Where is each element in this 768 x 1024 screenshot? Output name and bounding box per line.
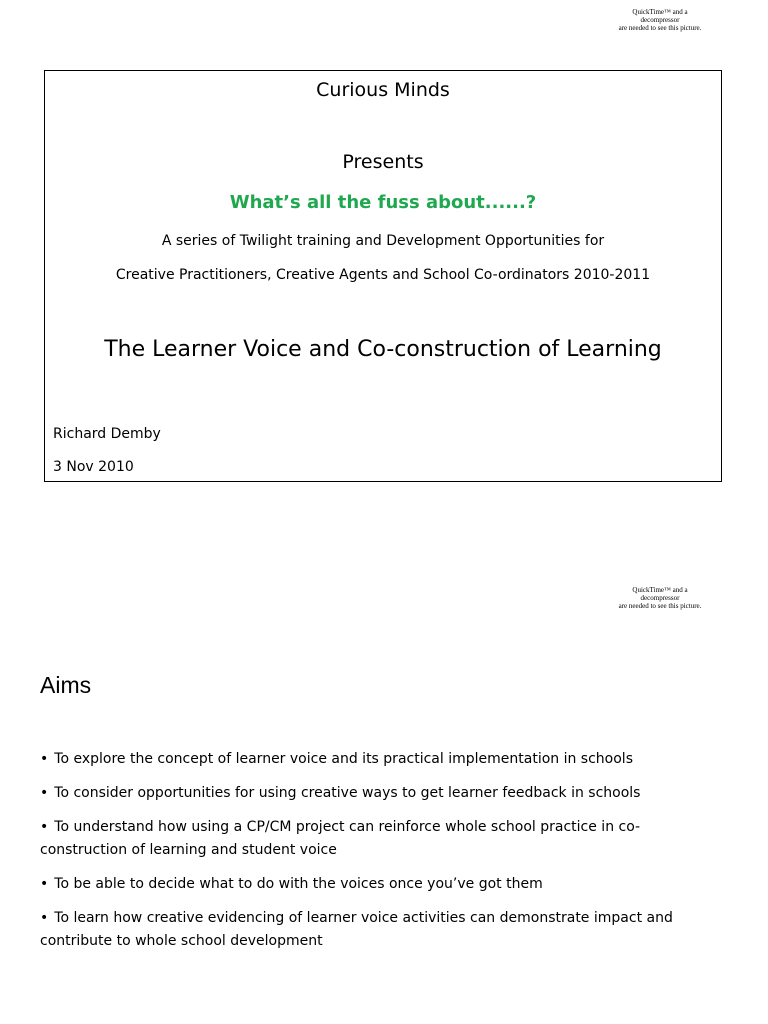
- organisation-name: Curious Minds: [316, 79, 450, 101]
- quicktime-notice-line: are needed to see this picture.: [618, 24, 702, 32]
- aim-text: To explore the concept of learner voice and its practical implementation in schools: [54, 751, 633, 767]
- bullet-icon: •: [40, 876, 49, 892]
- slide-subtitle: What’s all the fuss about......?: [229, 192, 537, 213]
- aims-list-item: [40, 873, 720, 896]
- audience-description: Creative Practitioners, Creative Agents and School Co-ordinators 2010-2011: [115, 267, 651, 283]
- quicktime-notice-line: decompressor: [640, 16, 680, 24]
- aims-list-item: [40, 782, 720, 805]
- aim-text: To be able to decide what to do with the voices once you’ve got them: [54, 876, 543, 892]
- aim-text: To learn how creative evidencing of learner voice activities can demonstrate impact and contribute to whole school development: [40, 910, 673, 949]
- quicktime-notice-line: QuickTime™ and a: [632, 586, 688, 594]
- quicktime-notice-line: are needed to see this picture.: [618, 602, 702, 610]
- title-slide: [44, 70, 722, 482]
- presenter-name: Richard Demby: [53, 426, 161, 442]
- quicktime-placeholder-notice: [580, 8, 740, 32]
- aim-text: To understand how using a CP/CM project can reinforce whole school practice in co-construction of learning and student voice: [40, 819, 641, 858]
- aim-text: To consider opportunities for using creative ways to get learner feedback in schools: [54, 785, 641, 801]
- quicktime-notice-line: decompressor: [640, 594, 680, 602]
- presents-label: Presents: [342, 151, 424, 173]
- aims-heading: Aims: [40, 672, 92, 698]
- aims-list-item: [40, 816, 720, 862]
- aims-list-item: [40, 907, 720, 953]
- bullet-icon: •: [40, 785, 49, 801]
- series-description: A series of Twilight training and Development Opportunities for: [161, 233, 605, 249]
- presentation-date: 3 Nov 2010: [53, 459, 134, 475]
- quicktime-placeholder-notice: [580, 586, 740, 610]
- bullet-icon: •: [40, 819, 49, 835]
- quicktime-notice-line: QuickTime™ and a: [632, 8, 688, 16]
- bullet-icon: •: [40, 910, 49, 926]
- slide-title: The Learner Voice and Co-construction of Learning: [104, 337, 662, 362]
- aims-list: [40, 748, 720, 964]
- aims-list-item: [40, 748, 720, 771]
- bullet-icon: •: [40, 751, 49, 767]
